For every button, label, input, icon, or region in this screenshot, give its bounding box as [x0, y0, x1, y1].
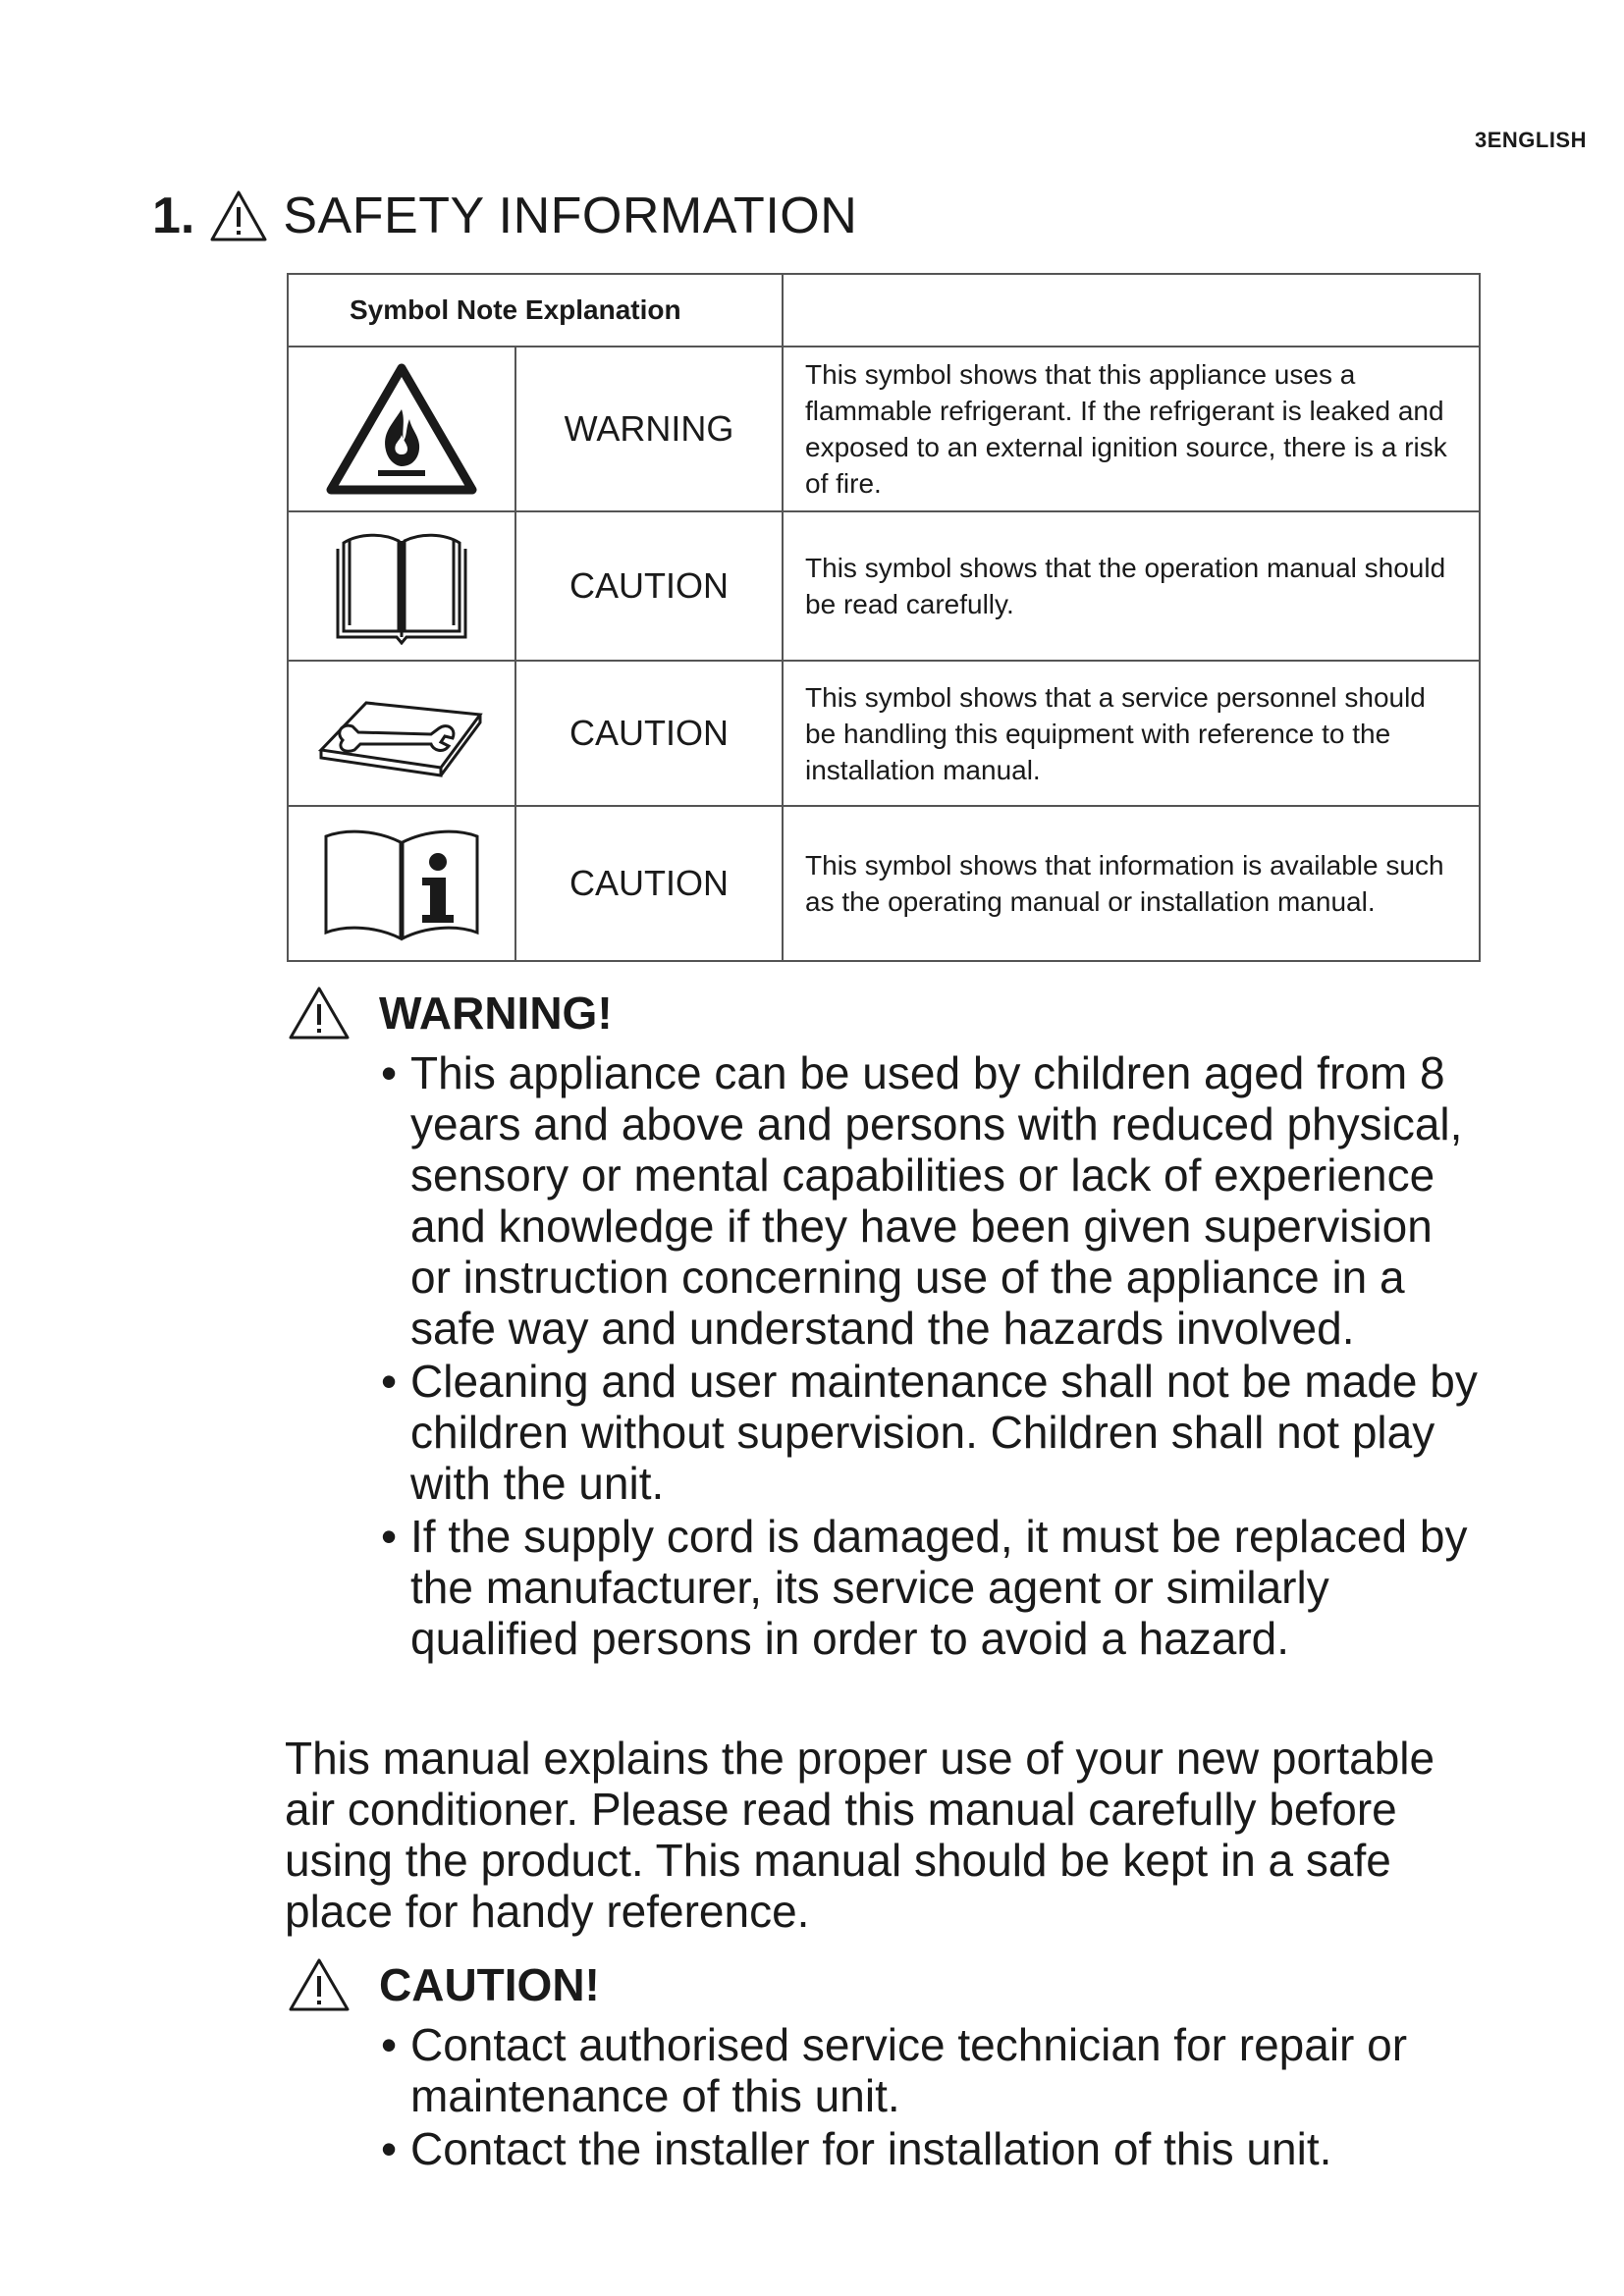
list-item: • Contact authorised service technician for repair or maintenance of this unit.: [381, 2019, 1485, 2121]
caution-heading: [287, 1956, 1485, 2013]
warning-triangle-icon: [287, 985, 352, 1041]
operation-manual-book-icon: [328, 527, 475, 645]
list-item: • Contact the installer for installation of this unit.: [381, 2123, 1485, 2174]
intro-paragraph: This manual explains the proper use of your new portable air conditioner. Please read this manual carefully before using the product. This manual should be kept in a safe place for handy reference.: [285, 1733, 1435, 1937]
section-title-text: SAFETY INFORMATION: [283, 187, 858, 244]
table-row: [288, 347, 1480, 511]
list-item: • Cleaning and user maintenance shall not be made by children without supervision. Children shall not play with the unit.: [381, 1356, 1485, 1509]
row-note: CAUTION: [515, 661, 783, 806]
caution-block: [287, 1956, 1485, 2176]
row-explanation: This symbol shows that the operation manual should be read carefully.: [783, 511, 1480, 661]
row-explanation: This symbol shows that information is available such as the operating manual or installation manual.: [783, 806, 1480, 961]
warning-triangle-icon: [287, 1956, 352, 2013]
row-note: CAUTION: [515, 806, 783, 961]
warning-heading-text: WARNING!: [379, 988, 613, 1039]
warning-block: [287, 985, 1485, 1666]
warning-list: [287, 1047, 1485, 1664]
service-manual-wrench-icon: [313, 689, 490, 777]
symbol-table: [287, 273, 1481, 962]
row-explanation: This symbol shows that this appliance uses a flammable refrigerant. If the refrigerant is leaked and exposed to an external ignition source, there is a risk of fire.: [783, 347, 1480, 511]
section-title: [152, 187, 857, 245]
caution-heading-text: CAUTION!: [379, 1959, 600, 2010]
symbol-table-header-label: Symbol Note Explanation: [288, 274, 783, 347]
table-row: [288, 806, 1480, 961]
symbol-table-header: [288, 274, 1480, 347]
flammable-warning-icon: [323, 360, 480, 498]
row-note: CAUTION: [515, 511, 783, 661]
page-header: 3ENGLISH: [1474, 128, 1587, 152]
information-manual-icon: [318, 825, 485, 942]
table-row: [288, 661, 1480, 806]
warning-triangle-icon: [208, 188, 269, 243]
table-row: [288, 511, 1480, 661]
warning-heading: [287, 985, 1485, 1041]
caution-list: [287, 2019, 1485, 2174]
row-note: WARNING: [515, 347, 783, 511]
row-explanation: This symbol shows that a service personnel should be handling this equipment with reference to the installation manual.: [783, 661, 1480, 806]
list-item: • This appliance can be used by children aged from 8 years and above and persons with reduced physical, sensory or mental capabilities or lack of experience and knowledge if they have been given supervision or instruction concerning use of the appliance in a safe way and understand the hazards involved.: [381, 1047, 1485, 1354]
list-item: • If the supply cord is damaged, it must be replaced by the manufacturer, its service agent or similarly qualified persons in order to avoid a hazard.: [381, 1511, 1485, 1664]
section-number: 1.: [152, 187, 195, 244]
